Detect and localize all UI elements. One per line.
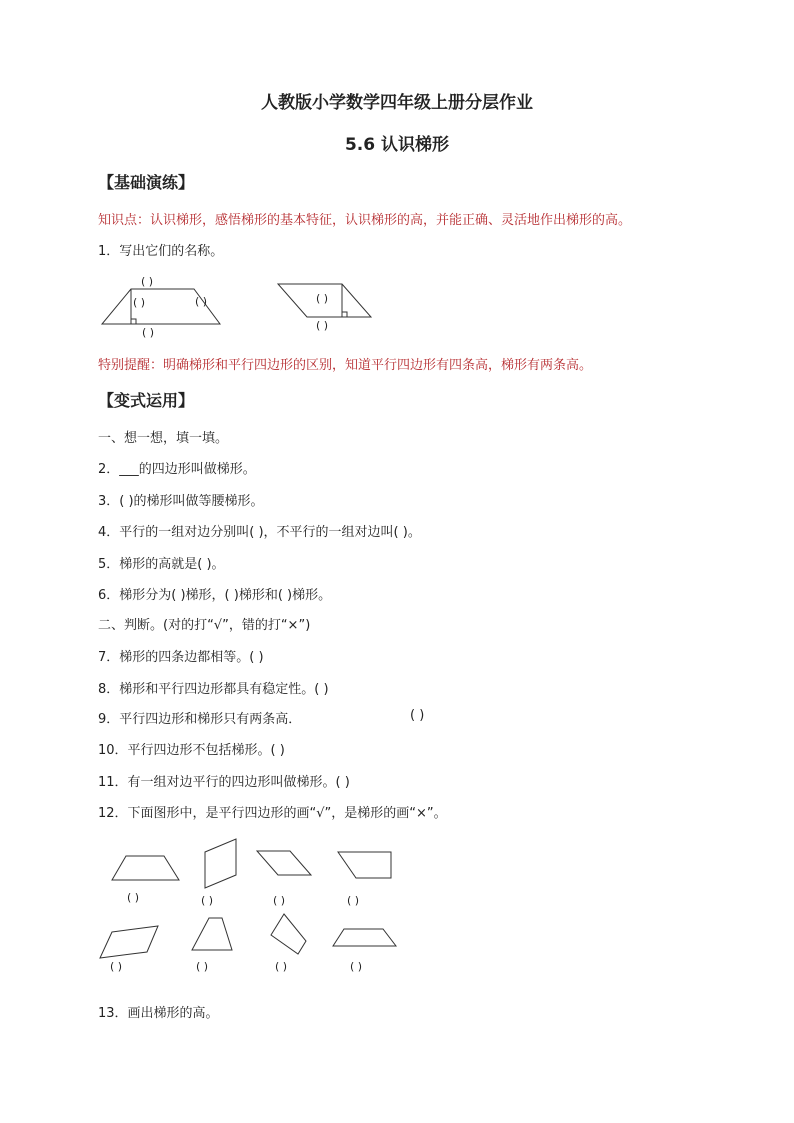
shape-5-parallelogram — [100, 926, 158, 958]
section-heading-basic: 【基础演练】 — [98, 173, 195, 192]
blank-shape-6: ( ) — [196, 960, 209, 973]
page-title: 人教版小学数学四年级上册分层作业 — [261, 93, 533, 113]
question-3: 3．( )的梯形叫做等腰梯形。 — [98, 494, 264, 509]
question-12: 12．下面图形中，是平行四边形的画“√”，是梯形的画“×”。 — [98, 806, 447, 821]
blank-shape-2: ( ) — [201, 894, 214, 907]
question-10: 10．平行四边形不包括梯形。( ) — [98, 743, 285, 758]
part-one-heading: 一、想一想，填一填。 — [98, 431, 229, 446]
blank-trapezoid-top: ( ) — [141, 275, 154, 288]
shape-2-parallelogram — [205, 839, 236, 888]
blank-trapezoid-height: ( ) — [133, 296, 146, 309]
question-4: 4．平行的一组对边分别叫( )，不平行的一组对边叫( )。 — [98, 525, 421, 540]
question-9-blank: ( ) — [410, 708, 425, 723]
shape-7-quadrilateral — [271, 914, 306, 954]
question-2: 2．___的四边形叫做梯形。 — [98, 462, 256, 477]
shape-4-trapezoid — [338, 852, 391, 878]
question-9: 9．平行四边形和梯形只有两条高． — [98, 712, 302, 727]
blank-shape-4: ( ) — [347, 894, 360, 907]
blank-shape-8: ( ) — [350, 960, 363, 973]
question-13: 13．画出梯形的高。 — [98, 1006, 219, 1021]
section-heading-variant: 【变式运用】 — [98, 391, 195, 410]
question-1: 1．写出它们的名称。 — [98, 244, 224, 259]
question-7: 7．梯形的四条边都相等。( ) — [98, 650, 264, 665]
blank-shape-1: ( ) — [127, 891, 140, 904]
blank-trapezoid-bottom: ( ) — [142, 326, 155, 339]
part-two-heading: 二、判断。(对的打“√”，错的打“×”) — [98, 618, 311, 633]
shape-1-trapezoid — [112, 856, 179, 880]
page-subtitle: 5.6 认识梯形 — [344, 135, 450, 155]
shape-3-parallelogram — [257, 851, 311, 875]
question-8: 8．梯形和平行四边形都具有稳定性。( ) — [98, 682, 329, 697]
knowledge-point: 知识点：认识梯形，感悟梯形的基本特征，认识梯形的高，并能正确、灵活地作出梯形的高。 — [98, 213, 632, 228]
special-reminder: 特别提醒：明确梯形和平行四边形的区别，知道平行四边形有四条高，梯形有两条高。 — [98, 358, 593, 373]
question-11: 11．有一组对边平行的四边形叫做梯形。( ) — [98, 775, 350, 790]
blank-trapezoid-leg: ( ) — [195, 295, 208, 308]
question-6: 6．梯形分为( )梯形，( )梯形和( )梯形。 — [98, 588, 332, 603]
shape-8-trapezoid — [333, 929, 396, 946]
blank-shape-7: ( ) — [275, 960, 288, 973]
blank-shape-5: ( ) — [110, 960, 123, 973]
question-5: 5．梯形的高就是( )。 — [98, 557, 225, 572]
shape-6-trapezoid — [192, 918, 232, 950]
blank-shape-3: ( ) — [273, 894, 286, 907]
blank-parallelogram-inside: ( ) — [316, 292, 329, 305]
blank-parallelogram-bottom: ( ) — [316, 319, 329, 332]
